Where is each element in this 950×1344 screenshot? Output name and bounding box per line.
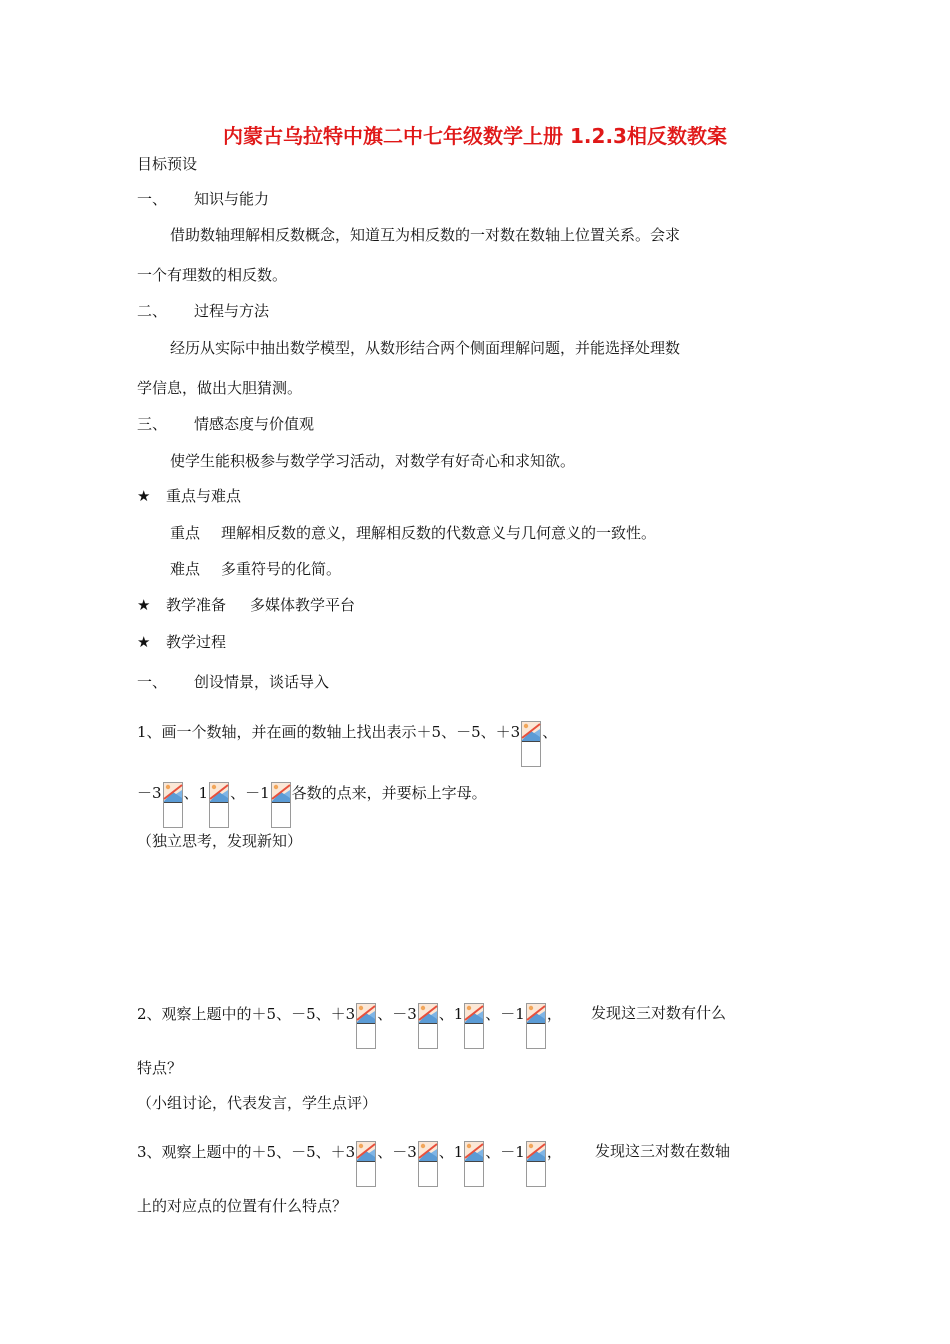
- section1-text-line2: 一个有理数的相反数。: [137, 266, 288, 284]
- broken-image-icon: [418, 1003, 438, 1049]
- difficult-point-label: 难点: [170, 560, 201, 578]
- question2-text-c: 、1: [438, 1005, 464, 1023]
- question2-text-d: 、－1: [485, 1005, 525, 1023]
- question1-text-c: －3: [137, 784, 162, 802]
- question1-note: （独立思考，发现新知）: [137, 832, 303, 850]
- broken-image-icon: [526, 1003, 546, 1049]
- question1-line2: [137, 782, 487, 828]
- process-heading: 教学过程: [166, 633, 227, 651]
- section1-text-line1: 借助数轴理解相反数概念，知道互为相反数的一对数在数轴上位置关系。会求: [170, 226, 681, 244]
- question3-text-d: 、－1: [485, 1143, 525, 1161]
- question3-text-f: 发现这三对数在数轴: [595, 1142, 731, 1160]
- broken-image-icon: [418, 1141, 438, 1187]
- section2-number: 二、: [137, 302, 168, 320]
- question2-text-e: ，: [546, 1005, 562, 1023]
- prep-label: 教学准备: [166, 596, 227, 614]
- broken-image-icon: [526, 1141, 546, 1187]
- section2-text-line1: 经历从实际中抽出数学模型，从数形结合两个侧面理解问题，并能选择处理数: [170, 339, 681, 357]
- question3-text-g: 上的对应点的位置有什么特点？: [137, 1197, 348, 1215]
- question1-text-b: 、: [542, 723, 558, 741]
- part1-heading: 创设情景，谈话导入: [194, 673, 330, 691]
- goals-heading: 目标预设: [137, 155, 198, 173]
- star-icon: ★: [137, 596, 151, 614]
- document-title: 内蒙古乌拉特中旗二中七年级数学上册 1.2.3相反数教案: [223, 124, 727, 148]
- prep-text: 多媒体教学平台: [250, 596, 356, 614]
- question2-text-g: 特点？: [137, 1059, 183, 1077]
- key-point-label: 重点: [170, 524, 201, 542]
- broken-image-icon: [521, 721, 541, 767]
- question1-text-e: 、－1: [230, 784, 270, 802]
- section3-heading: 情感态度与价值观: [194, 415, 315, 433]
- section2-heading: 过程与方法: [194, 302, 270, 320]
- section1-number: 一、: [137, 190, 168, 208]
- question2-note: （小组讨论，代表发言，学生点评）: [137, 1094, 378, 1112]
- key-point-text: 理解相反数的意义，理解相反数的代数意义与几何意义的一致性。: [221, 524, 657, 542]
- section3-text: 使学生能积极参与数学学习活动，对数学有好奇心和求知欲。: [170, 452, 576, 470]
- part1-number: 一、: [137, 673, 168, 691]
- question1-text-f: 各数的点来，并要标上字母。: [291, 784, 487, 802]
- broken-image-icon: [464, 1003, 484, 1049]
- question3-text-b: 、－3: [377, 1143, 417, 1161]
- broken-image-icon: [356, 1141, 376, 1187]
- broken-image-icon: [209, 782, 229, 828]
- question3-text-e: ，: [546, 1143, 562, 1161]
- question1-text-d: 、1: [183, 784, 209, 802]
- star-icon: ★: [137, 487, 151, 505]
- section3-number: 三、: [137, 415, 168, 433]
- question3-line1: [137, 1141, 562, 1187]
- key-heading: 重点与难点: [166, 487, 242, 505]
- question3-text-a: 3、观察上题中的＋5、－5、＋3: [137, 1143, 356, 1161]
- question3-text-c: 、1: [438, 1143, 464, 1161]
- section2-text-line2: 学信息，做出大胆猜测。: [137, 379, 303, 397]
- broken-image-icon: [356, 1003, 376, 1049]
- section1-heading: 知识与能力: [194, 190, 270, 208]
- broken-image-icon: [271, 782, 291, 828]
- question1-line1: [137, 721, 557, 767]
- broken-image-icon: [163, 782, 183, 828]
- question2-line1: [137, 1003, 562, 1049]
- question2-text-b: 、－3: [377, 1005, 417, 1023]
- question2-text-f: 发现这三对数有什么: [591, 1004, 727, 1022]
- question2-text-a: 2、观察上题中的＋5、－5、＋3: [137, 1005, 356, 1023]
- question1-text-a: 1、画一个数轴，并在画的数轴上找出表示＋5、－5、＋3: [137, 723, 521, 741]
- broken-image-icon: [464, 1141, 484, 1187]
- difficult-point-text: 多重符号的化简。: [221, 560, 342, 578]
- star-icon: ★: [137, 633, 151, 651]
